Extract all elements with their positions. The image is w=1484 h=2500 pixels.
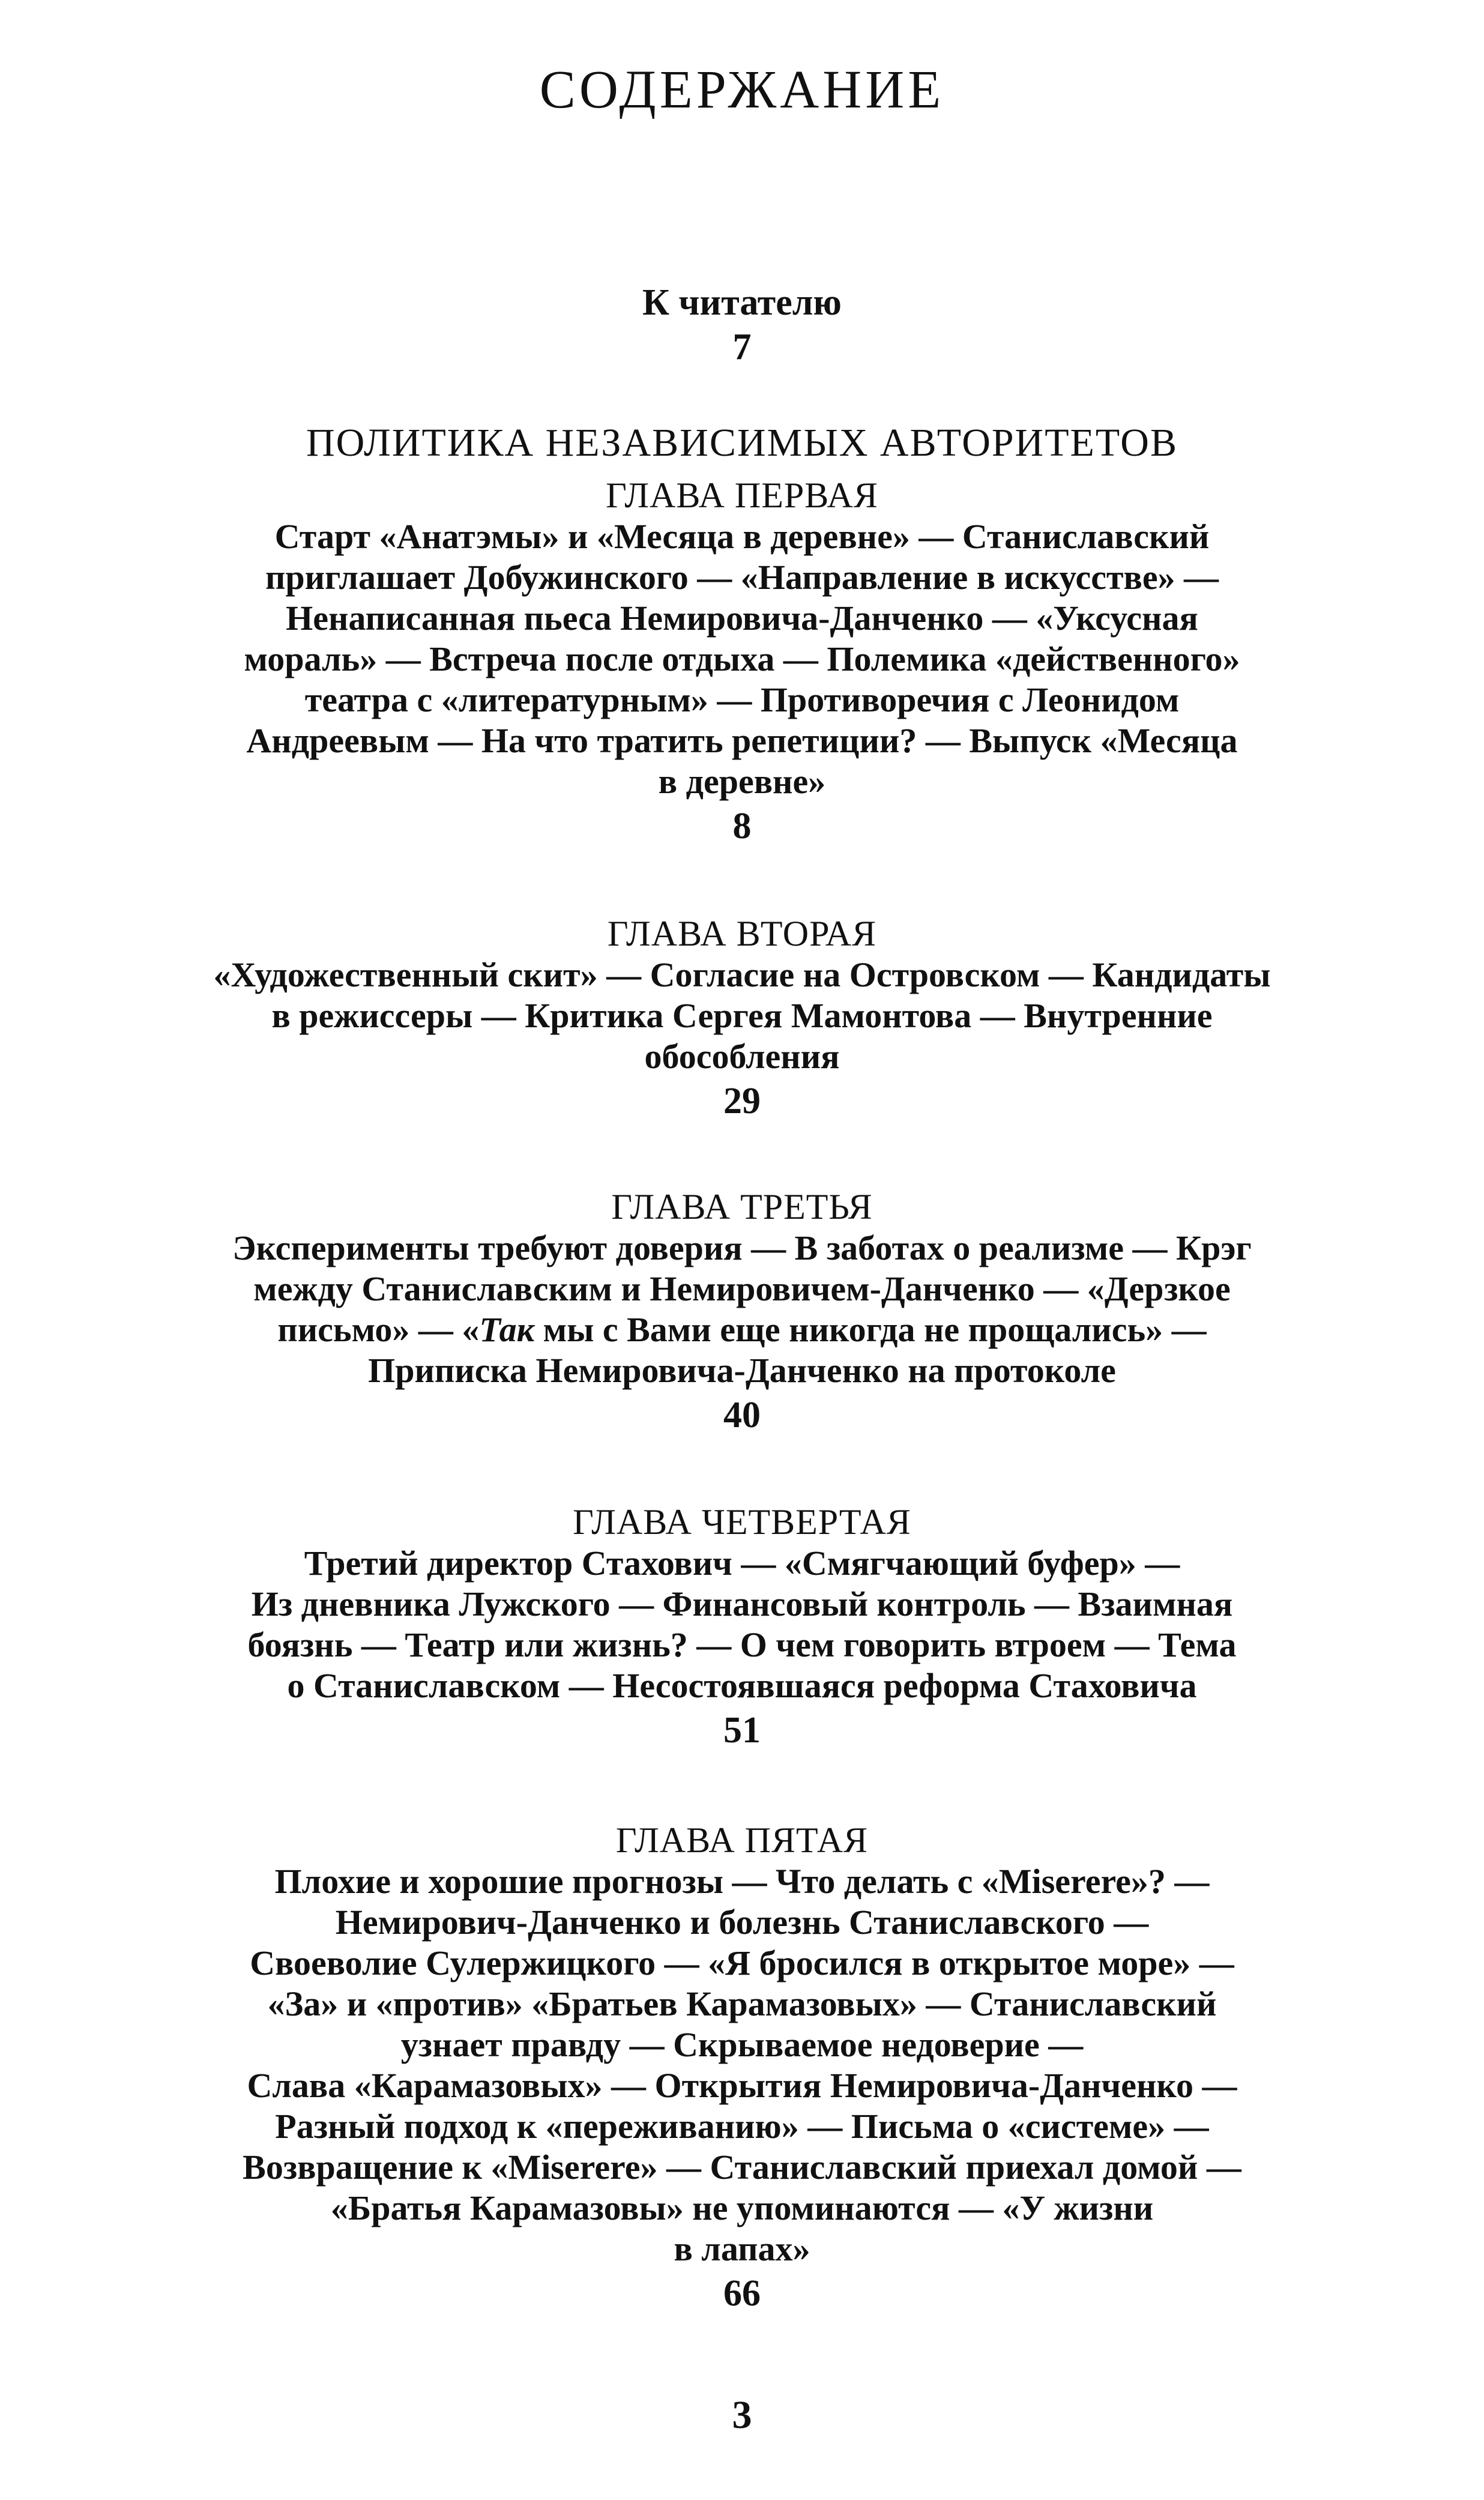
- chapter-3: [0, 1186, 1484, 1439]
- description-line: в деревне»: [658, 762, 826, 801]
- description-line: Возвращение к «Miserere» — Станиславский приехал домой —: [243, 2148, 1241, 2187]
- description-line: письмо» — «Так мы с Вами еще никогда не прощались» —: [277, 1310, 1207, 1349]
- reader-page: 7: [732, 327, 752, 367]
- part-title: ПОЛИТИКА НЕЗАВИСИМЫХ АВТОРИТЕТОВ: [306, 421, 1178, 465]
- chapter-page: 66: [723, 2273, 761, 2314]
- description-line: Третий директор Стахович — «Смягчающий буфер» —: [304, 1544, 1180, 1583]
- description-line: Слава «Карамазовых» — Открытия Немировича-Данченко —: [247, 2066, 1237, 2105]
- description-line: «Художественный скит» — Согласие на Островском — Кандидаты: [213, 955, 1271, 994]
- chapter-2: [0, 913, 1484, 1125]
- description-line: Своеволие Сулержицкого — «Я бросился в открытое море» —: [250, 1943, 1234, 1982]
- description-line: в лапах»: [674, 2229, 810, 2268]
- description-line: в режиссеры — Критика Сергея Мамонтова — Внутренние: [271, 996, 1213, 1035]
- description-line: Приписка Немировича-Данченко на протоколе: [368, 1351, 1116, 1390]
- chapter-heading: ГЛАВА ВТОРАЯ: [607, 914, 877, 953]
- description-line: театра с «литературным» — Противоречия с Леонидом: [304, 680, 1180, 719]
- reader-entry: [0, 282, 1484, 371]
- page-title: СОДЕРЖАНИЕ: [539, 60, 945, 119]
- description-line: Плохие и хорошие прогнозы — Что делать с «Miserere»? —: [274, 1862, 1210, 1901]
- footer-page-number: 3: [732, 2393, 752, 2437]
- description-line: Немирович-Данченко и болезнь Станиславского —: [335, 1903, 1149, 1942]
- description-line: Разный подход к «переживанию» — Письма о «системе» —: [275, 2107, 1209, 2146]
- description-line: Андреевым — На что тратить репетиции? — Выпуск «Месяца: [246, 721, 1238, 760]
- chapter-description: [94, 1861, 1390, 2269]
- description-line: приглашает Добужинского — «Направление в искусстве» —: [265, 558, 1219, 597]
- chapter-description: [94, 516, 1390, 802]
- reader-title: К читателю: [642, 282, 842, 323]
- description-line: Эксперименты требуют доверия — В заботах о реализме — Крэг: [232, 1228, 1252, 1267]
- chapter-page: 8: [732, 806, 752, 847]
- chapter-4: [0, 1501, 1484, 1754]
- description-line: между Станиславским и Немировичем-Данченко — «Дерзкое: [253, 1269, 1231, 1308]
- chapter-description: [94, 1228, 1390, 1391]
- chapter-heading: ГЛАВА ПЕРВАЯ: [606, 476, 878, 515]
- chapter-page: 29: [723, 1081, 761, 1122]
- description-line: боязнь — Театр или жизнь? — О чем говорить втроем — Тема: [247, 1625, 1237, 1664]
- description-line: узнает правду — Скрываемое недоверие —: [400, 2025, 1084, 2064]
- description-line: «За» и «против» «Братьев Карамазовых» — Станиславский: [267, 1984, 1217, 2023]
- description-line: мораль» — Встреча после отдыха — Полемика «действенного»: [244, 639, 1240, 678]
- italic-word: Так: [479, 1310, 535, 1349]
- description-line: о Станиславском — Несостоявшаяся реформа Стаховича: [287, 1666, 1197, 1705]
- chapter-description: [94, 955, 1390, 1077]
- chapter-page: 51: [723, 1710, 761, 1751]
- description-line: Из дневника Лужского — Финансовый контроль — Взаимная: [251, 1584, 1233, 1623]
- chapter-5: [0, 1819, 1484, 2317]
- chapter-heading: ГЛАВА ЧЕТВЕРТАЯ: [573, 1502, 911, 1542]
- description-line: обособления: [644, 1037, 840, 1076]
- chapter-heading: ГЛАВА ПЯТАЯ: [615, 1820, 869, 1860]
- chapter-page: 40: [723, 1395, 761, 1436]
- description-line: Ненаписанная пьеса Немировича-Данченко — «Уксусная: [286, 599, 1198, 638]
- description-line: Старт «Анатэмы» и «Месяца в деревне» — Станиславский: [274, 517, 1210, 556]
- description-line: «Братья Карамазовы» не упоминаются — «У жизни: [330, 2188, 1154, 2227]
- chapter-1: [0, 474, 1484, 850]
- chapter-heading: ГЛАВА ТРЕТЬЯ: [611, 1187, 873, 1227]
- chapter-description: [94, 1543, 1390, 1706]
